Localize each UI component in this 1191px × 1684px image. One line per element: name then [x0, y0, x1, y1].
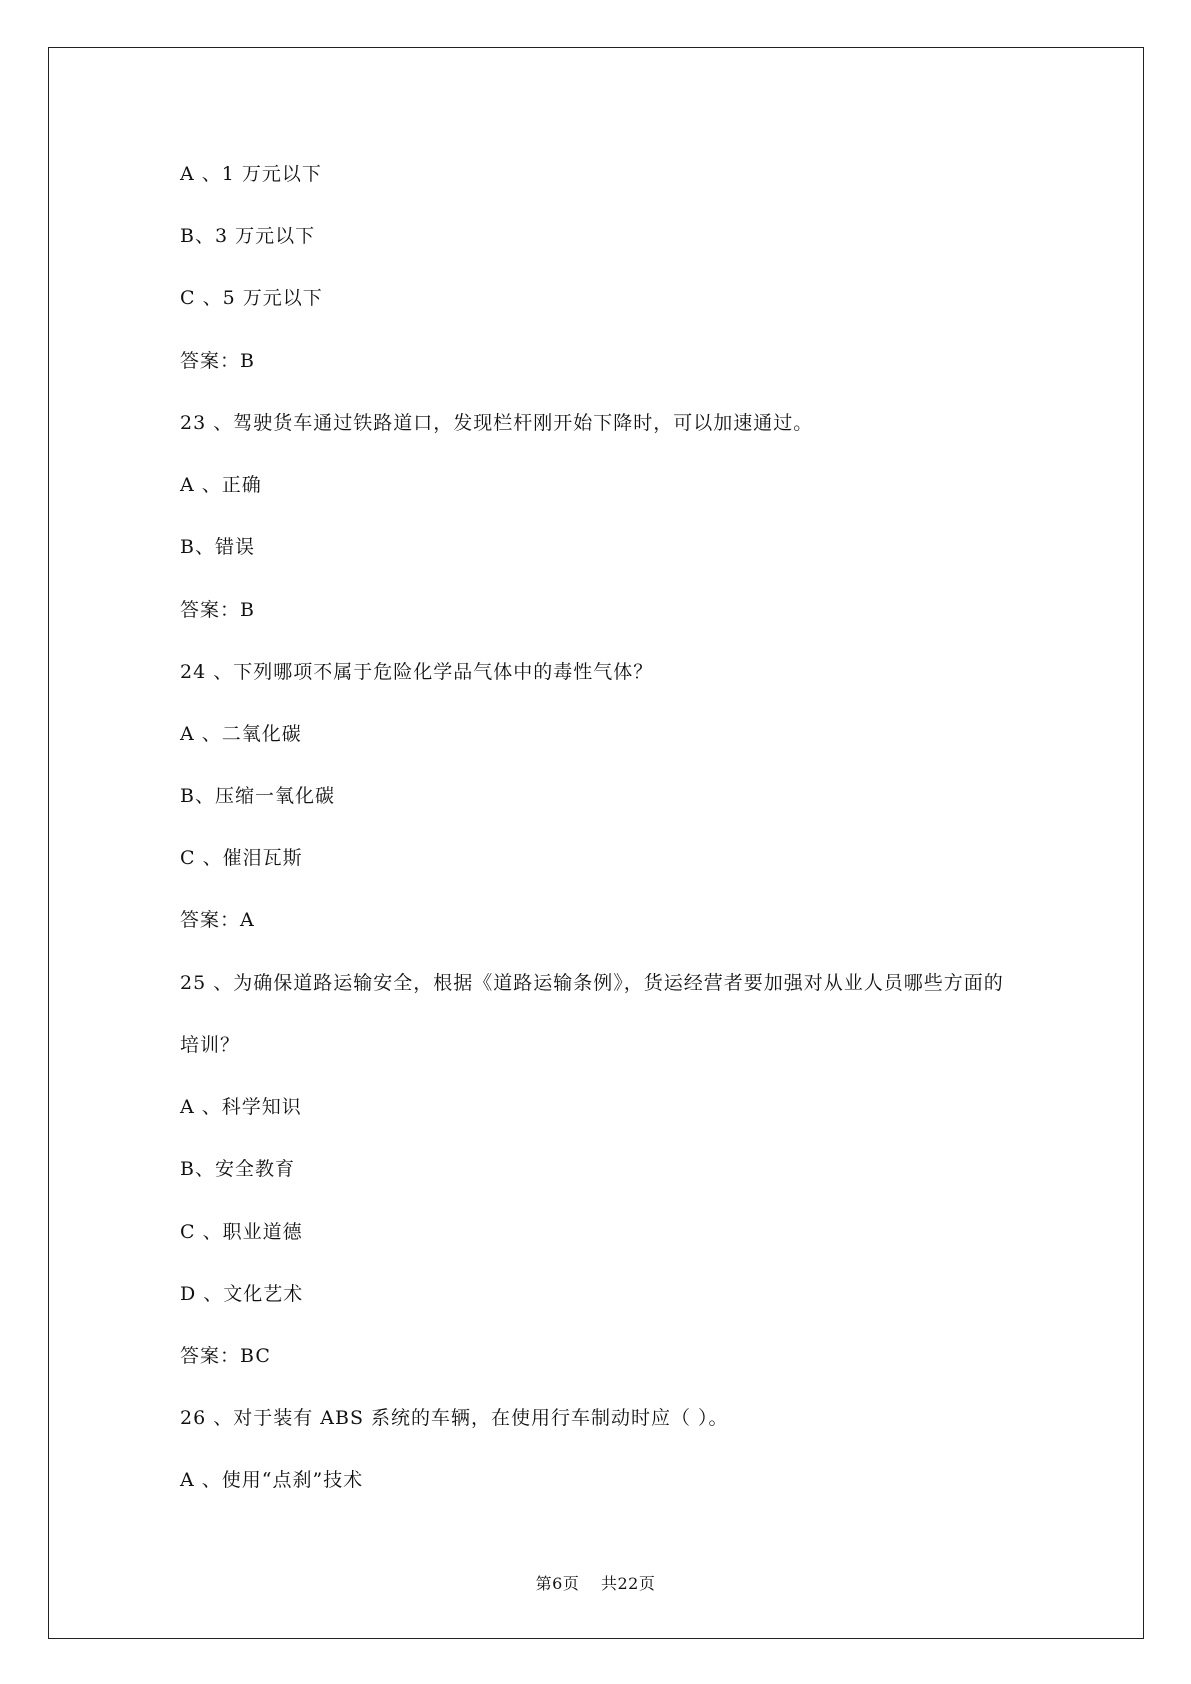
- option-a: A 、二氧化碳: [180, 723, 302, 745]
- answer: 答案：B: [180, 599, 255, 621]
- answer: 答案：A: [180, 909, 255, 931]
- question-24: 24 、下列哪项不属于危险化学品气体中的毒性气体？: [180, 661, 654, 683]
- option-a: A 、科学知识: [180, 1096, 302, 1118]
- question-25: 25 、为确保道路运输安全，根据《道路运输条例》，货运经营者要加强对从业人员哪些方面的: [180, 972, 1004, 994]
- answer: 答案：BC: [180, 1345, 271, 1367]
- answer: 答案：B: [180, 350, 255, 372]
- option-b: B、3 万元以下: [180, 225, 316, 247]
- option-b: B、安全教育: [180, 1158, 295, 1180]
- option-c: C 、职业道德: [180, 1221, 303, 1243]
- page-footer: [0, 1573, 1191, 1595]
- option-c: C 、5 万元以下: [180, 287, 323, 309]
- page-number: 第6页: [535, 1574, 580, 1593]
- option-a: A 、正确: [180, 474, 262, 496]
- option-c: C 、催泪瓦斯: [180, 847, 303, 869]
- option-b: B、错误: [180, 536, 255, 558]
- option-d: D 、文化艺术: [180, 1283, 304, 1305]
- page-total: 共22页: [600, 1574, 656, 1593]
- option-b: B、压缩一氧化碳: [180, 785, 335, 807]
- question-26: 26 、对于装有 ABS 系统的车辆，在使用行车制动时应（ ）。: [180, 1407, 729, 1429]
- option-a: A 、1 万元以下: [180, 163, 322, 185]
- option-a: A 、使用“点刹”技术: [180, 1469, 364, 1491]
- question-23: 23 、驾驶货车通过铁路道口，发现栏杆刚开始下降时，可以加速通过。: [180, 412, 814, 434]
- question-25-continued: 培训？: [180, 1034, 241, 1056]
